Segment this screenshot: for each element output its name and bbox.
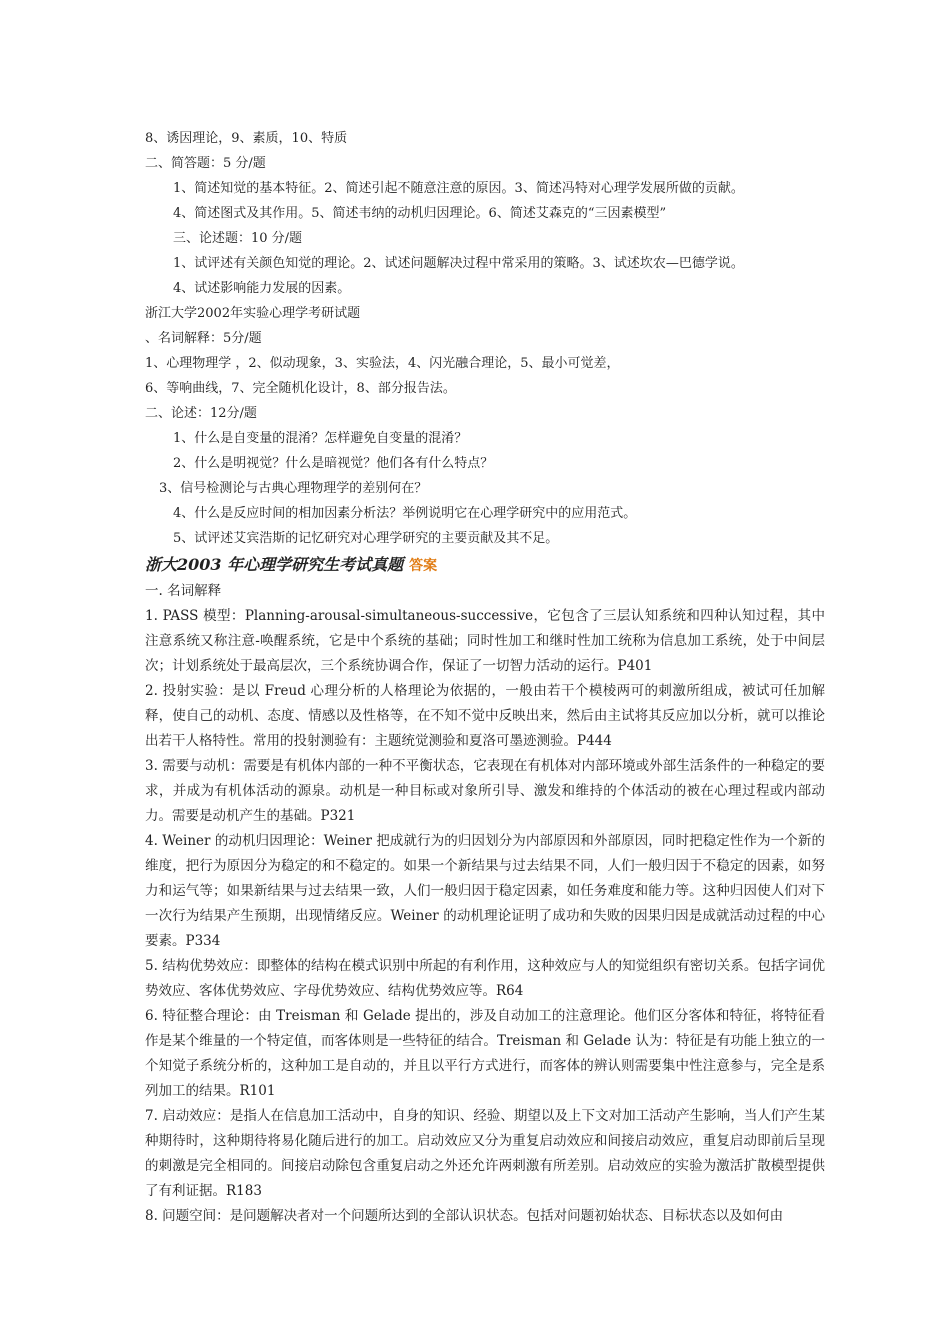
- exam-2002-question-2: 2、什么是明视觉？什么是暗视觉？他们各有什么特点？: [173, 456, 494, 471]
- short-answer-questions-1: 1、简述知觉的基本特征。2、简述引起不随意注意的原因。3、简述冯特对心理学发展所做的贡献。: [173, 181, 744, 196]
- essay-heading: 三、论述题：10 分/题: [173, 231, 303, 246]
- answer-entry-6: 6. 特征整合理论：由 Treisman 和 Gelade 提出的，涉及自动加工的注意理论。他们区分客体和特征，将特征看作是某个维量的一个特定值，而客体则是一些特征的结合。Treisman 和 Gelade 认为：特征是有功能上独立的一个知觉子系统分析的，这种加工是自动的，并且以平行方式进行，而客体的辨认则需要集中性注意参与，完全是系列加工的结果。R101: [145, 1008, 825, 1099]
- answers-2003-title: [145, 551, 825, 579]
- short-answer-heading: 二、简答题：5 分/题: [145, 156, 266, 171]
- answer-entry-3: 3. 需要与动机：需要是有机体内部的一种不平衡状态，它表现在有机体对内部环境或外部生活条件的一种稳定的要求，并成为有机体活动的源泉。动机是一种目标或对象所引导、激发和维持的个体活动的被在心理过程或内部动力。需要是动机产生的基础。P321: [145, 758, 825, 824]
- document-body: [145, 126, 825, 1229]
- exam-2002-question-5: 5、试评述艾宾浩斯的记忆研究对心理学研究的主要贡献及其不足。: [173, 531, 559, 546]
- exam-2002-terms-heading: 、名词解释：5分/题: [145, 331, 262, 346]
- terms-line: 8、诱因理论，9、素质，10、特质: [145, 131, 348, 146]
- answers-section-heading: 一. 名词解释: [145, 583, 222, 599]
- answer-entry-1: 1. PASS 模型：Planning-arousal-simultaneous-successive，它包含了三层认知系统和四种认知过程，其中注意系统又称注意-唤醒系统，它是中个系统的基础；同时性加工和继时性加工统称为信息加工系统，处于中间层次；计划系统处于最高层次，三个系统协调合作，保证了一切智力活动的运行。P401: [145, 608, 825, 674]
- answers-2003-title-text: 浙大2003 年心理学研究生考试真题: [145, 555, 404, 574]
- answer-tag: 答案: [409, 558, 438, 574]
- exam-2002-title: 浙江大学2002年实验心理学考研试题: [145, 306, 361, 321]
- exam-2002-question-3: 3、信号检测论与古典心理物理学的差别何在？: [159, 481, 428, 496]
- answer-entry-4: 4. Weiner 的动机归因理论：Weiner 把成就行为的归因划分为内部原因和外部原因，同时把稳定性作为一个新的维度，把行为原因分为稳定的和不稳定的。如果一个新结果与过去结果不同，人们一般归因于不稳定的因素，如努力和运气等；如果新结果与过去结果一致，人们一般归因于稳定因素，如任务难度和能力等。这种归因使人们对下一次行为结果产生预期，出现情绪反应。Weiner 的动机理论证明了成功和失败的因果归因是成就活动过程的中心要素。P334: [145, 833, 825, 949]
- essay-questions-1: 1、试评述有关颜色知觉的理论。2、试述问题解决过程中常采用的策略。3、试述坎农—巴德学说。: [173, 256, 744, 271]
- exam-2002-question-4: 4、什么是反应时间的相加因素分析法？举例说明它在心理学研究中的应用范式。: [173, 506, 637, 521]
- exam-2002-question-1: 1、什么是自变量的混淆？怎样避免自变量的混淆？: [173, 431, 468, 446]
- answer-entry-5: 5. 结构优势效应：即整体的结构在模式识别中所起的有利作用，这种效应与人的知觉组织有密切关系。包括字词优势效应、客体优势效应、字母优势效应、结构优势效应等。R64: [145, 958, 825, 999]
- exam-2002-terms-line-1: 1、心理物理学 ，2、似动现象，3、实验法，4、闪光融合理论，5、最小可觉差，: [145, 356, 620, 371]
- answer-entry-7: 7. 启动效应：是指人在信息加工活动中，自身的知识、经验、期望以及上下文对加工活动产生影响，当人们产生某种期待时，这种期待将易化随后进行的加工。启动效应又分为重复启动效应和间接启动效应，重复启动即前后呈现的刺激是完全相同的。间接启动除包含重复启动之外还允许两刺激有所差别。启动效应的实验为激活扩散模型提供了有利证据。R183: [145, 1108, 825, 1199]
- exam-2002-essay-heading: 二、论述：12分/题: [145, 406, 257, 421]
- answer-entry-8: 8. 问题空间：是问题解决者对一个问题所达到的全部认识状态。包括对问题初始状态、目标状态以及如何由: [145, 1208, 784, 1224]
- answer-entry-2: 2. 投射实验：是以 Freud 心理分析的人格理论为依据的，一般由若干个模棱两可的刺激所组成，被试可任加解释，使自己的动机、态度、情感以及性格等，在不知不觉中反映出来，然后由主试将其反应加以分析，就可以推论出若干人格特性。常用的投射测验有：主题统觉测验和夏洛可墨迹测验。P444: [145, 683, 825, 749]
- essay-questions-2: 4、试述影响能力发展的因素。: [173, 281, 351, 296]
- exam-2002-terms-line-2: 6、等响曲线，7、完全随机化设计，8、部分报告法。: [145, 381, 456, 396]
- short-answer-questions-2: 4、简述图式及其作用。5、简述韦纳的动机归因理论。6、简述艾森克的“三因素模型”: [173, 206, 667, 221]
